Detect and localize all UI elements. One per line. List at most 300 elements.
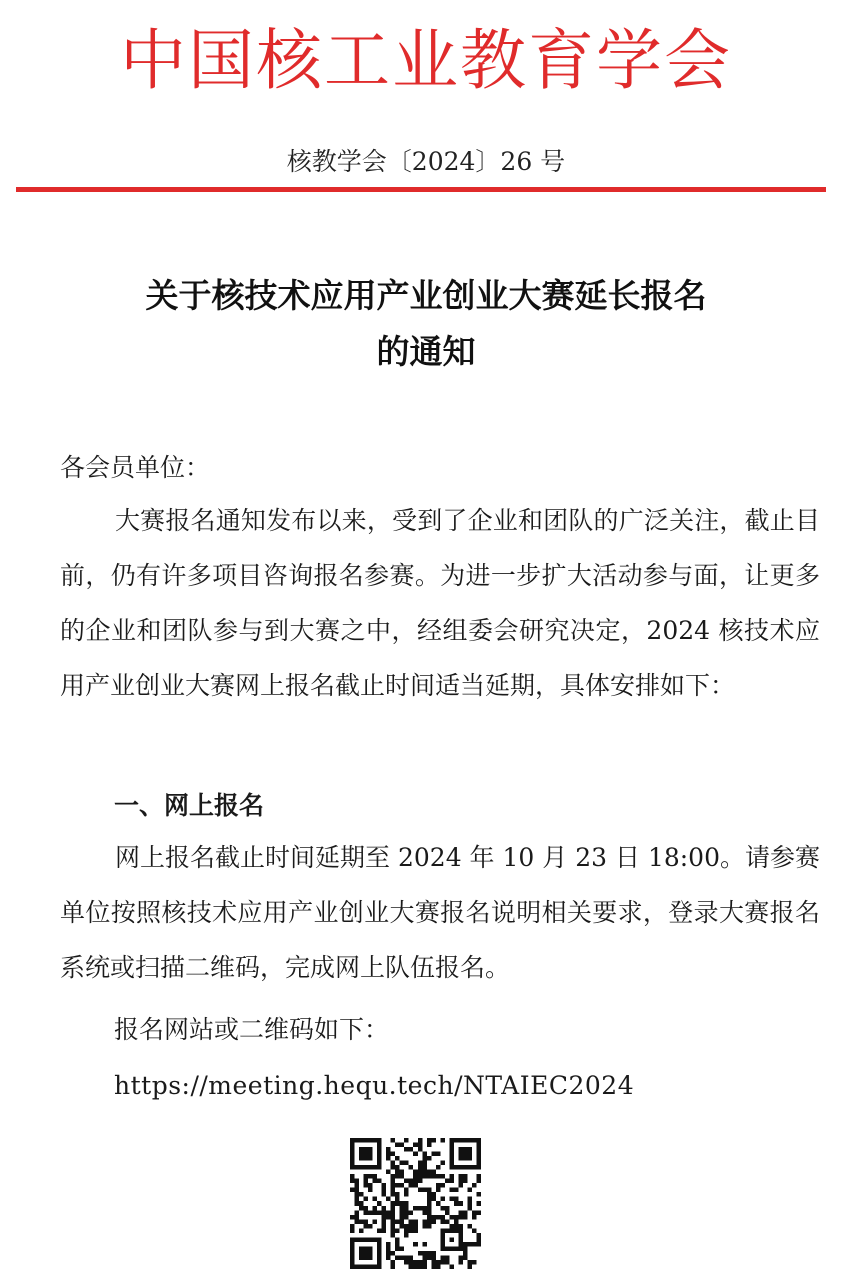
qr-module xyxy=(445,1255,450,1260)
qr-module xyxy=(382,1210,387,1215)
qr-module xyxy=(422,1264,427,1269)
qr-module xyxy=(368,1255,373,1260)
qr-module xyxy=(382,1228,387,1233)
qr-module xyxy=(463,1152,468,1157)
qr-module xyxy=(400,1224,405,1229)
qr-module xyxy=(377,1179,382,1184)
qr-module xyxy=(368,1224,373,1229)
qr-module xyxy=(458,1165,463,1170)
qr-module xyxy=(359,1206,364,1211)
qr-module xyxy=(431,1251,436,1256)
qr-module xyxy=(449,1197,454,1202)
qr-module xyxy=(395,1246,400,1251)
qr-module xyxy=(404,1210,409,1215)
qr-module xyxy=(409,1224,414,1229)
qr-module xyxy=(463,1242,468,1247)
qr-module xyxy=(427,1210,432,1215)
qr-module xyxy=(377,1210,382,1215)
qr-module xyxy=(413,1170,418,1175)
qr-module xyxy=(350,1215,355,1220)
qr-module xyxy=(418,1174,423,1179)
qr-module xyxy=(377,1237,382,1242)
qr-module xyxy=(418,1179,423,1184)
qr-module xyxy=(364,1264,369,1269)
qr-module xyxy=(427,1255,432,1260)
qr-module xyxy=(364,1210,369,1215)
qr-module xyxy=(377,1143,382,1148)
qr-module xyxy=(404,1188,409,1193)
qr-module xyxy=(355,1138,360,1143)
qr-module xyxy=(422,1165,427,1170)
qr-module xyxy=(377,1147,382,1152)
salutation: 各会员单位： xyxy=(60,453,211,482)
qr-module xyxy=(350,1179,355,1184)
qr-module xyxy=(436,1152,441,1157)
qr-module xyxy=(409,1147,414,1152)
qr-module xyxy=(364,1174,369,1179)
qr-module xyxy=(463,1246,468,1251)
qr-module xyxy=(454,1201,459,1206)
qr-module xyxy=(400,1206,405,1211)
qr-module xyxy=(395,1192,400,1197)
qr-module xyxy=(467,1224,472,1229)
qr-module xyxy=(364,1251,369,1256)
qr-module xyxy=(458,1246,463,1251)
qr-module xyxy=(350,1260,355,1265)
qr-module xyxy=(364,1219,369,1224)
qr-module xyxy=(458,1228,463,1233)
qr-module xyxy=(427,1143,432,1148)
qr-module xyxy=(458,1215,463,1220)
qr-module xyxy=(377,1165,382,1170)
qr-module xyxy=(359,1246,364,1251)
qr-module xyxy=(386,1255,391,1260)
qr-module xyxy=(350,1264,355,1269)
qr-module xyxy=(391,1228,396,1233)
qr-code-graphic xyxy=(350,1138,481,1269)
qr-module xyxy=(400,1201,405,1206)
qr-module xyxy=(409,1165,414,1170)
qr-module xyxy=(364,1206,369,1211)
qr-module xyxy=(467,1201,472,1206)
qr-module xyxy=(400,1170,405,1175)
qr-module xyxy=(395,1143,400,1148)
qr-module xyxy=(391,1224,396,1229)
qr-module xyxy=(386,1246,391,1251)
qr-module xyxy=(454,1188,459,1193)
qr-module xyxy=(368,1156,373,1161)
qr-module xyxy=(422,1255,427,1260)
paragraph-registration-deadline: 网上报名截止时间延期至 2024 年 10 月 23 日 18:00。请参赛单位按照核技术应用产业创业大赛报名说明相关要求，登录大赛报名系统或扫描二维码，完成网上队伍报名。 xyxy=(60,843,820,982)
qr-module xyxy=(454,1138,459,1143)
qr-module xyxy=(359,1192,364,1197)
qr-module xyxy=(418,1165,423,1170)
qr-module xyxy=(427,1219,432,1224)
qr-module xyxy=(386,1147,391,1152)
qr-module xyxy=(476,1138,481,1143)
qr-module xyxy=(395,1255,400,1260)
qr-module xyxy=(409,1255,414,1260)
qr-module xyxy=(427,1197,432,1202)
qr-module xyxy=(458,1233,463,1238)
qr-module xyxy=(404,1233,409,1238)
qr-module xyxy=(386,1170,391,1175)
organization-title: 中国核工业教育学会 xyxy=(120,22,732,99)
qr-module xyxy=(355,1192,360,1197)
qr-module xyxy=(386,1152,391,1157)
qr-module xyxy=(350,1156,355,1161)
qr-module xyxy=(359,1264,364,1269)
qr-label: 报名网站或二维码如下： xyxy=(114,1015,390,1044)
qr-module xyxy=(404,1228,409,1233)
qr-module xyxy=(427,1156,432,1161)
qr-module xyxy=(476,1147,481,1152)
qr-module xyxy=(449,1264,454,1269)
qr-module xyxy=(382,1192,387,1197)
qr-module xyxy=(458,1179,463,1184)
qr-module xyxy=(382,1183,387,1188)
qr-module xyxy=(377,1264,382,1269)
qr-module xyxy=(449,1147,454,1152)
qr-module xyxy=(472,1242,477,1247)
qr-module xyxy=(386,1156,391,1161)
qr-module xyxy=(368,1264,373,1269)
qr-module xyxy=(427,1170,432,1175)
qr-module xyxy=(391,1260,396,1265)
qr-module xyxy=(350,1251,355,1256)
qr-module xyxy=(467,1197,472,1202)
qr-module xyxy=(449,1246,454,1251)
qr-module xyxy=(395,1237,400,1242)
qr-module xyxy=(440,1260,445,1265)
qr-module xyxy=(404,1206,409,1211)
qr-module xyxy=(422,1210,427,1215)
qr-module xyxy=(467,1242,472,1247)
qr-module xyxy=(472,1183,477,1188)
qr-module xyxy=(377,1138,382,1143)
qr-module xyxy=(391,1174,396,1179)
qr-module xyxy=(350,1138,355,1143)
qr-module xyxy=(355,1264,360,1269)
qr-module xyxy=(454,1228,459,1233)
qr-module xyxy=(418,1161,423,1166)
qr-module xyxy=(364,1165,369,1170)
qr-module xyxy=(472,1210,477,1215)
registration-url-link[interactable]: https://meeting.hequ.tech/NTAIEC2024 xyxy=(114,1071,635,1100)
qr-module xyxy=(431,1215,436,1220)
qr-module xyxy=(350,1174,355,1179)
qr-module xyxy=(364,1147,369,1152)
qr-module xyxy=(458,1201,463,1206)
qr-module xyxy=(386,1197,391,1202)
qr-module xyxy=(364,1152,369,1157)
qr-module xyxy=(364,1183,369,1188)
qr-module xyxy=(391,1215,396,1220)
qr-module xyxy=(359,1138,364,1143)
qr-module xyxy=(445,1219,450,1224)
qr-module xyxy=(431,1192,436,1197)
qr-module xyxy=(413,1183,418,1188)
qr-module xyxy=(440,1138,445,1143)
qr-module xyxy=(400,1183,405,1188)
qr-module xyxy=(377,1152,382,1157)
qr-module xyxy=(445,1210,450,1215)
qr-module xyxy=(404,1192,409,1197)
qr-module xyxy=(454,1224,459,1229)
qr-module xyxy=(355,1210,360,1215)
qr-module xyxy=(364,1224,369,1229)
red-divider-rule xyxy=(16,187,826,192)
qr-module xyxy=(467,1138,472,1143)
qr-module xyxy=(467,1147,472,1152)
qr-module xyxy=(404,1161,409,1166)
qr-module xyxy=(476,1201,481,1206)
qr-module xyxy=(440,1197,445,1202)
qr-module xyxy=(391,1264,396,1269)
qr-module xyxy=(368,1210,373,1215)
qr-module xyxy=(359,1201,364,1206)
qr-module xyxy=(400,1210,405,1215)
qr-module xyxy=(431,1255,436,1260)
qr-module xyxy=(458,1138,463,1143)
qr-module xyxy=(476,1156,481,1161)
qr-module xyxy=(404,1215,409,1220)
qr-module xyxy=(472,1228,477,1233)
qr-module xyxy=(467,1152,472,1157)
qr-module xyxy=(391,1138,396,1143)
qr-module xyxy=(458,1156,463,1161)
qr-module xyxy=(350,1165,355,1170)
qr-module xyxy=(409,1179,414,1184)
qr-module xyxy=(377,1242,382,1247)
qr-module xyxy=(364,1246,369,1251)
qr-module xyxy=(391,1201,396,1206)
qr-module xyxy=(404,1179,409,1184)
qr-module xyxy=(359,1237,364,1242)
qr-module xyxy=(400,1161,405,1166)
qr-module xyxy=(427,1206,432,1211)
qr-module xyxy=(377,1161,382,1166)
qr-module xyxy=(373,1206,378,1211)
qr-module xyxy=(463,1147,468,1152)
document-number: 核教学会〔2024〕26 号 xyxy=(286,147,566,176)
qr-module xyxy=(359,1147,364,1152)
qr-module xyxy=(458,1255,463,1260)
qr-module xyxy=(355,1183,360,1188)
notice-title-line2: 的通知 xyxy=(376,332,476,371)
qr-module xyxy=(373,1210,378,1215)
qr-module xyxy=(427,1192,432,1197)
qr-module xyxy=(391,1233,396,1238)
qr-module xyxy=(382,1206,387,1211)
qr-module xyxy=(445,1246,450,1251)
qr-module xyxy=(391,1210,396,1215)
qr-module xyxy=(427,1215,432,1220)
qr-module xyxy=(355,1219,360,1224)
qr-module xyxy=(404,1201,409,1206)
qr-module xyxy=(359,1255,364,1260)
qr-module xyxy=(422,1260,427,1265)
qr-module xyxy=(476,1165,481,1170)
qr-module xyxy=(355,1179,360,1184)
qr-module xyxy=(454,1246,459,1251)
qr-module xyxy=(409,1228,414,1233)
qr-module xyxy=(458,1237,463,1242)
paragraph-intro: 大赛报名通知发布以来，受到了企业和团队的广泛关注，截止目前，仍有许多项目咨询报名参赛。为进一步扩大活动参与面，让更多的企业和团队参与到大赛之中，经组委会研究决定，2024 核技术应用产业创业大赛网上报名截止时间适当延期，具体安排如下： xyxy=(60,506,820,700)
qr-module xyxy=(377,1251,382,1256)
qr-module xyxy=(476,1179,481,1184)
qr-module xyxy=(422,1188,427,1193)
qr-module xyxy=(386,1251,391,1256)
qr-module xyxy=(355,1237,360,1242)
qr-module xyxy=(431,1260,436,1265)
qr-module xyxy=(355,1197,360,1202)
qr-module xyxy=(355,1201,360,1206)
qr-module xyxy=(395,1197,400,1202)
qr-module xyxy=(463,1138,468,1143)
qr-module xyxy=(440,1242,445,1247)
qr-module xyxy=(449,1228,454,1233)
qr-module xyxy=(359,1251,364,1256)
qr-module xyxy=(373,1174,378,1179)
qr-module xyxy=(382,1219,387,1224)
qr-module xyxy=(427,1251,432,1256)
qr-module xyxy=(373,1179,378,1184)
qr-module xyxy=(440,1206,445,1211)
qr-module xyxy=(431,1152,436,1157)
qr-module xyxy=(350,1242,355,1247)
qr-module xyxy=(373,1197,378,1202)
qr-module xyxy=(431,1174,436,1179)
qr-module xyxy=(350,1228,355,1233)
qr-module xyxy=(449,1224,454,1229)
qr-module xyxy=(368,1138,373,1143)
qr-module xyxy=(454,1197,459,1202)
qr-module xyxy=(463,1215,468,1220)
qr-module xyxy=(373,1237,378,1242)
qr-module xyxy=(463,1210,468,1215)
qr-module xyxy=(440,1161,445,1166)
qr-module xyxy=(391,1219,396,1224)
qr-module xyxy=(377,1246,382,1251)
qr-module xyxy=(395,1174,400,1179)
qr-module xyxy=(395,1242,400,1247)
qr-module xyxy=(467,1156,472,1161)
qr-code-icon[interactable] xyxy=(350,1138,481,1269)
qr-module xyxy=(377,1255,382,1260)
qr-module xyxy=(431,1170,436,1175)
qr-module xyxy=(355,1165,360,1170)
qr-module xyxy=(373,1219,378,1224)
qr-module xyxy=(400,1215,405,1220)
qr-module xyxy=(431,1264,436,1269)
qr-module xyxy=(445,1228,450,1233)
qr-module xyxy=(350,1143,355,1148)
qr-module xyxy=(458,1224,463,1229)
qr-module xyxy=(409,1264,414,1269)
qr-module xyxy=(386,1242,391,1247)
qr-module xyxy=(422,1242,427,1247)
qr-module xyxy=(436,1183,441,1188)
qr-module xyxy=(350,1255,355,1260)
qr-module xyxy=(454,1219,459,1224)
qr-module xyxy=(409,1219,414,1224)
qr-module xyxy=(472,1260,477,1265)
qr-module xyxy=(355,1188,360,1193)
qr-module xyxy=(368,1174,373,1179)
qr-module xyxy=(422,1219,427,1224)
qr-module xyxy=(436,1201,441,1206)
qr-module xyxy=(391,1188,396,1193)
qr-module xyxy=(395,1156,400,1161)
qr-module xyxy=(436,1188,441,1193)
qr-module xyxy=(404,1224,409,1229)
qr-module xyxy=(422,1174,427,1179)
qr-module xyxy=(350,1224,355,1229)
qr-module xyxy=(463,1174,468,1179)
qr-module xyxy=(377,1201,382,1206)
qr-module xyxy=(382,1224,387,1229)
qr-module xyxy=(422,1170,427,1175)
qr-module xyxy=(350,1237,355,1242)
qr-module xyxy=(445,1260,450,1265)
qr-module xyxy=(413,1152,418,1157)
qr-module xyxy=(422,1251,427,1256)
qr-module xyxy=(368,1147,373,1152)
qr-module xyxy=(418,1260,423,1265)
qr-module xyxy=(436,1165,441,1170)
qr-module xyxy=(472,1138,477,1143)
qr-module xyxy=(458,1147,463,1152)
qr-module xyxy=(436,1260,441,1265)
qr-module xyxy=(472,1165,477,1170)
notice-title xyxy=(0,268,852,380)
qr-module xyxy=(454,1165,459,1170)
qr-module xyxy=(377,1156,382,1161)
qr-module xyxy=(413,1206,418,1211)
qr-module xyxy=(463,1165,468,1170)
qr-module xyxy=(449,1188,454,1193)
qr-module xyxy=(440,1255,445,1260)
qr-module xyxy=(418,1264,423,1269)
qr-module xyxy=(418,1206,423,1211)
qr-module xyxy=(395,1170,400,1175)
qr-module xyxy=(409,1210,414,1215)
qr-module xyxy=(476,1210,481,1215)
qr-module xyxy=(463,1255,468,1260)
qr-module xyxy=(368,1188,373,1193)
qr-module xyxy=(413,1219,418,1224)
qr-module xyxy=(422,1206,427,1211)
qr-module xyxy=(413,1228,418,1233)
qr-module xyxy=(391,1206,396,1211)
qr-module xyxy=(364,1156,369,1161)
qr-module xyxy=(449,1143,454,1148)
qr-module xyxy=(445,1179,450,1184)
qr-module xyxy=(395,1165,400,1170)
qr-module xyxy=(404,1255,409,1260)
qr-module xyxy=(373,1165,378,1170)
qr-module xyxy=(445,1206,450,1211)
qr-module xyxy=(436,1264,441,1269)
qr-module xyxy=(449,1237,454,1242)
section-heading-online-registration: 一、网上报名 xyxy=(114,791,265,820)
qr-module xyxy=(440,1183,445,1188)
qr-module xyxy=(427,1201,432,1206)
qr-module xyxy=(422,1224,427,1229)
qr-module xyxy=(409,1260,414,1265)
qr-module xyxy=(413,1143,418,1148)
